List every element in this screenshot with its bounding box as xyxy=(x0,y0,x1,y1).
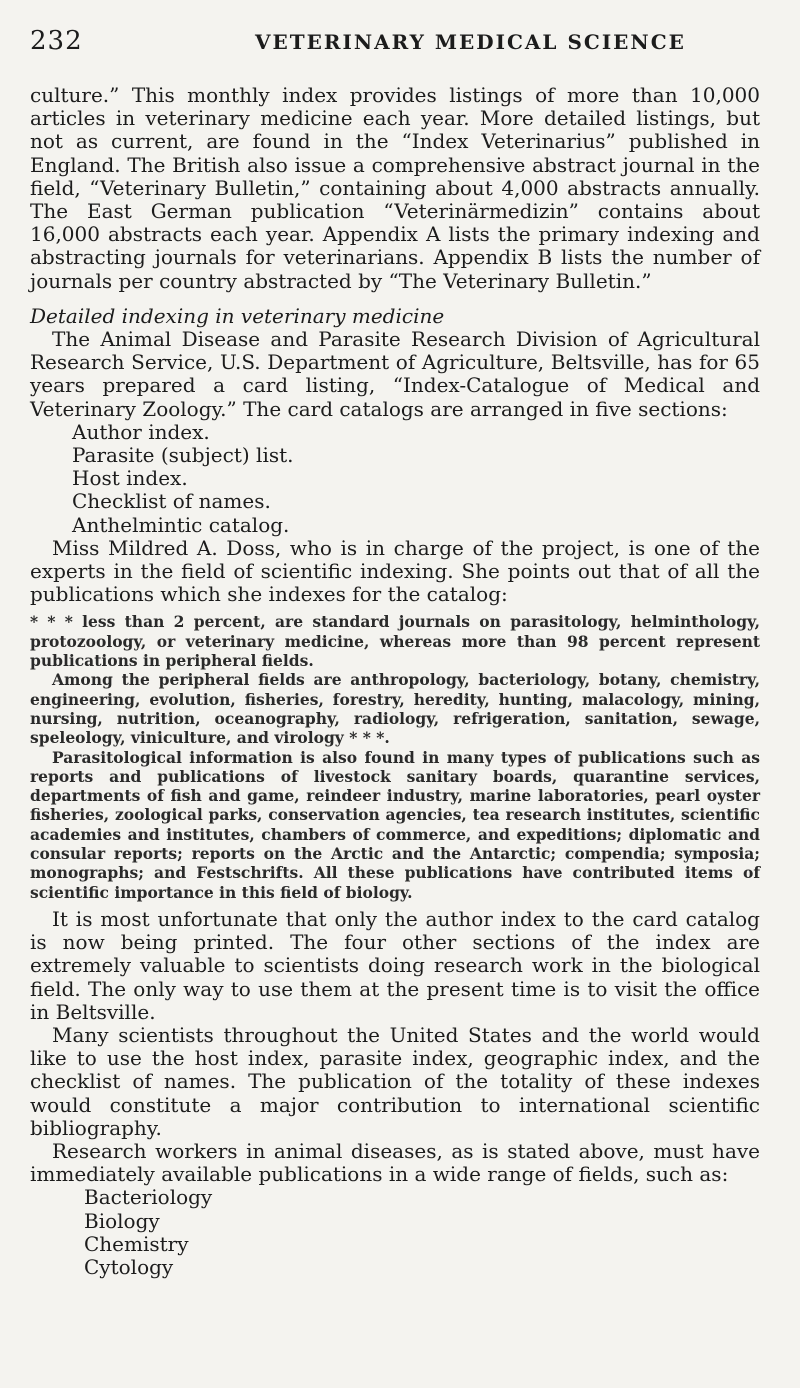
section-heading: Detailed indexing in veterinary medicine xyxy=(30,303,445,328)
page-header xyxy=(30,26,770,66)
list-item: Cytology xyxy=(84,1254,174,1279)
page-body xyxy=(30,84,760,1279)
paragraph-unfortunate: It is most unfortunate that only the author index to the card catalog is now being printed. The four other sections of the index are extremely valuable to scientists doing research work in the biological field. The only way to use them at the present time is to visit the office in Beltsville. xyxy=(30,906,760,1024)
list-item: Host index. xyxy=(72,466,188,491)
list-item: Author index. xyxy=(72,419,210,444)
page-number: 232 xyxy=(30,26,83,56)
list-item: Anthelmintic catalog. xyxy=(72,512,290,537)
fields-list xyxy=(30,1186,760,1279)
catalog-sections-list xyxy=(30,421,760,537)
paragraph-doss: Miss Mildred A. Doss, who is in charge of the project, is one of the experts in the field of scientific indexing. She points out that of all the publications which she indexes for the catalog: xyxy=(30,535,760,607)
quote-paragraph: * * * less than 2 percent, are standard journals on parasitology, helminthology, protozoology, or veterinary medicine, whereas more than 98 percent represent publications in peripheral fields. xyxy=(30,612,760,671)
quote-paragraph: Parasitological information is also found in many types of publications such as reports and publications of livestock sanitary boards, quarantine services, departments of fish and game, reindeer industry, marine laboratories, pearl oyster fisheries, zoological parks, conservation agencies, tea research institutes, scientific academies and institutes, chambers of commerce, and expeditions; diplomatic and consular reports; reports on the Arctic and the Antarctic; compendia; symposia; monographs; and Festschrifts. All these publications have contributed items of scientific importance in this field of biology. xyxy=(30,747,760,902)
block-quote xyxy=(30,612,760,901)
paragraph-continuation: culture.” This monthly index provides listings of more than 10,000 articles in veterinary medicine each year. More detailed listings, but not as current, are found in the “Index Veterinarius” published in England. The British also issue a comprehensive abstract journal in the field, “Veterinary Bulletin,” containing about 4,000 abstracts annually. The East German publication “Veterinärmedizin” contains about 16,000 abstracts each year. Appendix A lists the primary indexing and abstracting journals for veterinarians. Appendix B lists the number of journals per country abstracted by “The Veterinary Bulletin.” xyxy=(30,83,760,293)
list-item: Chemistry xyxy=(84,1231,189,1256)
paragraph-card-catalog: The Animal Disease and Parasite Research Division of Agricultural Research Service, U.S. Department of Agriculture, Beltsville, has for 65 years prepared a card listing, “Index-Catalogue of Medical and Veterinary Zoology.” The card catalogs are arranged in five sections: xyxy=(30,327,760,421)
list-item: Checklist of names. xyxy=(72,489,271,514)
running-head: VETERINARY MEDICAL SCIENCE xyxy=(255,30,686,54)
paragraph-research-workers: Research workers in animal diseases, as is stated above, must have immediately available publications in a wide range of fields, such as: xyxy=(30,1138,760,1187)
paragraph-scientists: Many scientists throughout the United States and the world would like to use the host index, parasite index, geographic index, and the checklist of names. The publication of the totality of these indexes would constitute a major contribution to international scientific bibliography. xyxy=(30,1022,760,1140)
list-item: Bacteriology xyxy=(84,1185,213,1210)
list-item: Parasite (subject) list. xyxy=(72,443,294,468)
list-item: Biology xyxy=(84,1208,160,1233)
quote-paragraph: Among the peripheral fields are anthropology, bacteriology, botany, chemistry, engineering, evolution, fisheries, forestry, heredity, hunting, malacology, mining, nursing, nutrition, oceanography, radiology, refrigeration, sanitation, sewage, speleology, viniculture, and virology * * *. xyxy=(30,670,760,748)
